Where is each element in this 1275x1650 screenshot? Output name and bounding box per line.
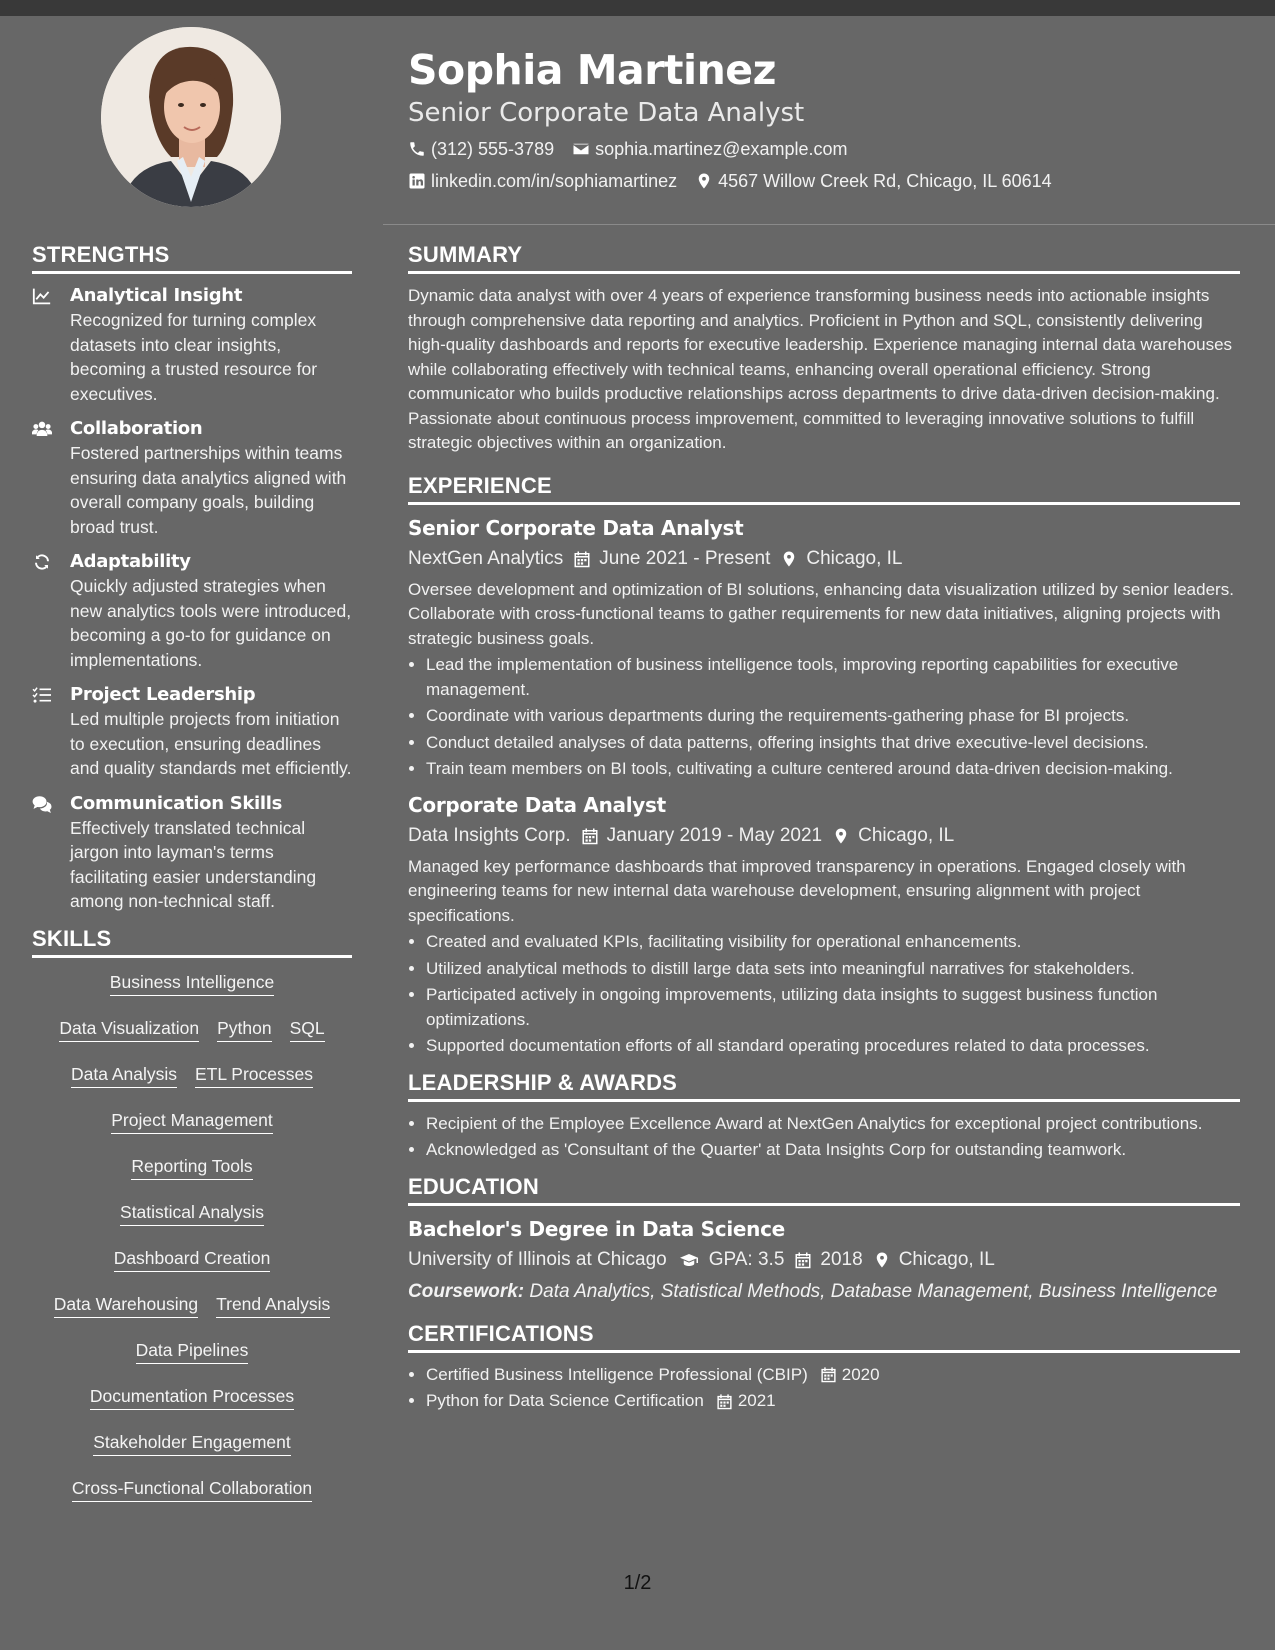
skill-tag: Trend Analysis [216, 1292, 330, 1318]
calendar-icon [581, 827, 599, 845]
job-location: Chicago, IL [858, 824, 955, 846]
email-contact[interactable] [572, 138, 847, 160]
strength-item [32, 417, 352, 539]
address-contact [695, 170, 1052, 192]
coursework-label: Coursework: [408, 1280, 525, 1302]
header-divider [383, 224, 1275, 225]
job-title: Corporate Data Analyst [408, 792, 666, 817]
email-text: sophia.martinez@example.com [595, 139, 848, 159]
job-company: Data Insights Corp. [408, 824, 571, 846]
strength-title: Project Leadership [70, 684, 256, 705]
contact-row-2 [408, 170, 1248, 192]
phone-icon [408, 140, 426, 158]
job-entry [408, 792, 1240, 1059]
awards-list [408, 1112, 1240, 1163]
job-bullet: • Supported documentation efforts of all standard operating procedures related to data processes. [426, 1034, 1240, 1059]
experience-section [408, 472, 1240, 1059]
certification-item [426, 1363, 1240, 1388]
linkedin-icon [408, 172, 426, 190]
skill-tag: Data Pipelines [136, 1338, 249, 1364]
skill-tag: Business Intelligence [110, 970, 274, 996]
summary-heading: SUMMARY [408, 241, 1240, 274]
header [408, 42, 1248, 192]
sync-icon [32, 553, 52, 571]
degree-title: Bachelor's Degree in Data Science [408, 1216, 785, 1241]
strength-item [32, 792, 352, 914]
contact-row-1 [408, 138, 1248, 160]
tasks-icon [32, 686, 52, 704]
phone-text: (312) 555-3789 [431, 139, 555, 159]
phone-contact[interactable] [408, 138, 554, 160]
summary-section [408, 241, 1240, 456]
linkedin-contact[interactable] [408, 170, 677, 192]
strength-title: Adaptability [70, 551, 191, 572]
job-bullet: • Conduct detailed analyses of data patterns, offering insights that drive executive-level decisions. [426, 731, 1240, 756]
job-description: Oversee development and optimization of BI solutions, enhancing data visualization utilized by senior leaders. Collaborate with cross-functional teams to gather requirements for new data initiatives, aligning projects with strategic business goals. [408, 579, 1234, 648]
skill-tag: Dashboard Creation [114, 1246, 271, 1272]
skill-tag: Cross-Functional Collaboration [72, 1476, 312, 1502]
skills-heading: SKILLS [32, 925, 352, 958]
certification-name: • Certified Business Intelligence Professional (CBIP) [426, 1364, 808, 1384]
gpa: GPA: 3.5 [708, 1248, 785, 1270]
skill-tag: Project Management [111, 1108, 272, 1134]
comments-icon [32, 795, 52, 813]
certification-name: • Python for Data Science Certification [426, 1391, 704, 1410]
candidate-title: Senior Corporate Data Analyst [408, 98, 805, 128]
strength-desc: Fostered partnerships within teams ensuring data analytics aligned with overall company goals, building broad trust. [70, 443, 347, 537]
job-location: Chicago, IL [806, 547, 903, 569]
linkedin-text: linkedin.com/in/sophiamartinez [431, 171, 678, 191]
award-item: • Recipient of the Employee Excellence Award at NextGen Analytics for exceptional project contributions. [426, 1112, 1240, 1137]
map-marker-icon [780, 550, 798, 568]
strength-desc: Led multiple projects from initiation to execution, ensuring deadlines and quality standards met efficiently. [70, 709, 352, 778]
job-bullet: • Created and evaluated KPIs, facilitating visibility for operational enhancements. [426, 930, 1240, 955]
skill-tag: SQL [290, 1016, 325, 1042]
award-item: • Acknowledged as 'Consultant of the Quarter' at Data Insights Corp for outstanding teamwork. [426, 1138, 1240, 1163]
skill-tag: Python [217, 1016, 271, 1042]
job-meta [408, 544, 1240, 574]
experience-heading: EXPERIENCE [408, 472, 1240, 505]
line-chart-icon [32, 287, 52, 305]
strength-desc: Recognized for turning complex datasets into clear insights, becoming a trusted resource for executives. [70, 310, 318, 404]
strength-item [32, 683, 352, 781]
candidate-name: Sophia Martinez [408, 46, 776, 94]
page-number: 1/2 [623, 1572, 652, 1594]
map-marker-icon [832, 827, 850, 845]
strength-item [32, 550, 352, 672]
skill-tag: Statistical Analysis [120, 1200, 264, 1226]
awards-heading: LEADERSHIP & AWARDS [408, 1069, 1240, 1102]
strength-title: Communication Skills [70, 792, 283, 814]
strengths-heading: STRENGTHS [32, 241, 352, 274]
strength-title: Analytical Insight [70, 285, 243, 306]
map-marker-icon [695, 172, 713, 190]
job-dates: January 2019 - May 2021 [606, 824, 823, 846]
graduation-cap-icon [677, 1251, 701, 1269]
certification-year: 2020 [841, 1364, 880, 1384]
coursework [408, 1279, 1240, 1304]
left-column [32, 241, 352, 1522]
job-entry [408, 515, 1240, 782]
calendar-icon [820, 1366, 837, 1383]
certifications-heading: CERTIFICATIONS [408, 1320, 1240, 1353]
skill-tag: Documentation Processes [90, 1384, 294, 1410]
address-text: 4567 Willow Creek Rd, Chicago, IL 60614 [718, 171, 1052, 191]
strength-title: Collaboration [70, 418, 203, 439]
coursework-text: Data Analytics, Statistical Methods, Database Management, Business Intelligence [529, 1280, 1218, 1302]
users-icon [32, 420, 52, 438]
school-name: University of Illinois at Chicago [408, 1248, 667, 1270]
right-column [408, 241, 1240, 1424]
envelope-icon [572, 140, 590, 158]
skill-tag: Data Warehousing [54, 1292, 198, 1318]
top-bar [0, 0, 1275, 16]
skills-list [32, 970, 352, 1522]
job-bullet: • Coordinate with various departments during the requirements-gathering phase for BI projects. [426, 704, 1240, 729]
job-meta [408, 821, 1240, 851]
job-title: Senior Corporate Data Analyst [408, 515, 744, 540]
certifications-list [408, 1363, 1240, 1414]
skill-tag: Data Visualization [59, 1016, 199, 1042]
job-bullets [408, 653, 1240, 782]
job-dates: June 2021 - Present [599, 547, 771, 569]
calendar-icon [716, 1393, 733, 1410]
job-description: Managed key performance dashboards that improved transparency in operations. Engaged closely with engineering teams for new internal data warehouse development, ensuring alignment with project specifications. [408, 856, 1186, 925]
strength-desc: Effectively translated technical jargon into layman's terms facilitating easier understanding among non-technical staff. [70, 817, 317, 911]
education-meta [408, 1245, 1240, 1275]
job-bullets [408, 930, 1240, 1059]
job-bullet: • Train team members on BI tools, cultivating a culture centered around data-driven decision-making. [426, 757, 1240, 782]
calendar-icon [794, 1251, 812, 1269]
job-bullet: • Utilized analytical methods to distill large data sets into meaningful narratives for stakeholders. [426, 957, 1240, 982]
skill-tag: Data Analysis [71, 1062, 177, 1088]
strength-desc: Quickly adjusted strategies when new analytics tools were introduced, becoming a go-to for guidance on implementations. [70, 576, 352, 670]
job-company: NextGen Analytics [408, 547, 564, 569]
school-location: Chicago, IL [898, 1248, 995, 1270]
skill-tag: Reporting Tools [131, 1154, 252, 1180]
map-marker-icon [873, 1251, 891, 1269]
summary-text: Dynamic data analyst with over 4 years of experience transforming business needs into actionable insights through comprehensive data reporting and analytics. Proficient in Python and SQL, consistently delivering high-quality dashboards and reports for executive leadership. Experience managing internal data warehouses while collaborating effectively with technical teams, enhancing overall operational efficiency. Strong communicator who builds productive relationships across departments to drive data-driven decision-making. Passionate about continuous process improvement, committed to leveraging innovative solutions to fulfill strategic objectives within an organization. [408, 286, 1233, 452]
education-heading: EDUCATION [408, 1173, 1240, 1206]
education-section [408, 1173, 1240, 1304]
certification-item [426, 1389, 1240, 1414]
awards-section [408, 1069, 1240, 1163]
calendar-icon [573, 550, 591, 568]
job-bullet: • Lead the implementation of business intelligence tools, improving reporting capabilities for executive management. [426, 653, 1240, 702]
skill-tag: Stakeholder Engagement [93, 1430, 291, 1456]
job-bullet: • Participated actively in ongoing improvements, utilizing data insights to suggest business function optimizations. [426, 983, 1240, 1032]
certifications-section [408, 1320, 1240, 1414]
certification-year: 2021 [737, 1391, 776, 1410]
profile-photo [101, 27, 281, 207]
graduation-year: 2018 [820, 1248, 863, 1270]
strength-item [32, 284, 352, 406]
skill-tag: ETL Processes [195, 1062, 313, 1088]
